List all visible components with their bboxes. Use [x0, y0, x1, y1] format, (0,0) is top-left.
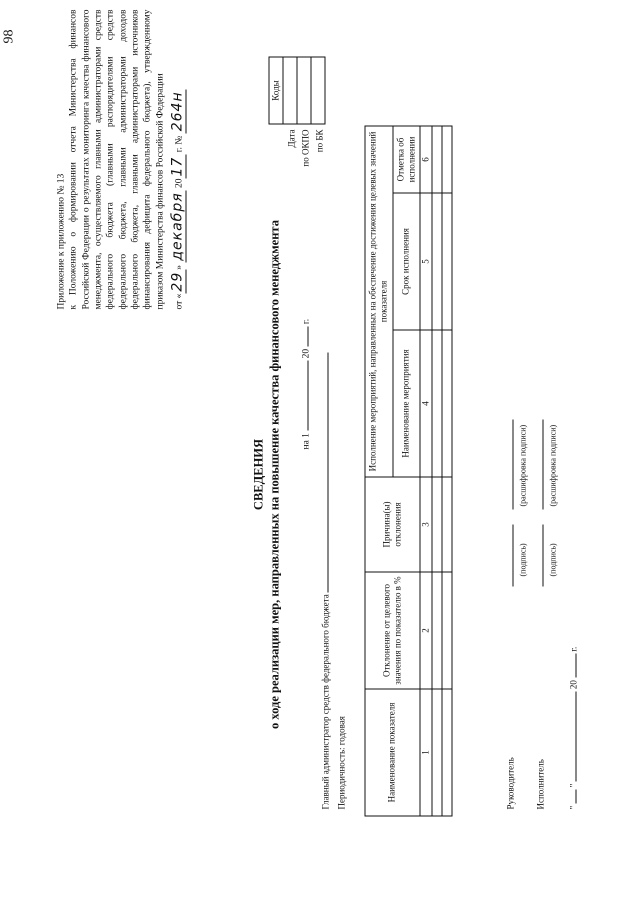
- col-number: 3: [420, 477, 432, 572]
- executor-signature-rule: [535, 525, 544, 587]
- rotated-form: [1, 0, 640, 905]
- head-decode-rule: [505, 420, 514, 510]
- col-deadline: Срок исполнения: [393, 193, 421, 330]
- executor-decode-rule: [535, 420, 544, 510]
- code-cell-okpo: [297, 57, 311, 124]
- table-cell: [432, 477, 442, 572]
- order-prefix: от «: [174, 293, 185, 310]
- executor-label: Исполнитель: [535, 759, 546, 810]
- date-year-blank: [567, 654, 577, 678]
- form-title: [251, 205, 284, 745]
- table-row: [432, 126, 442, 816]
- appendix-body: к Положению о формировании отчета Министерства финансов Российской Федерации о результатах мониторинга качества финансового менеджмента, осуществляемого главными администраторами средств федерального бюджета (главными распорядителями средств федерального бюджета, главными администраторами доходов федерального бюджета, главными администраторами источников финансирования дефицита федерального бюджета), утвержденному приказом Министерства финансов Российской Федерации: [68, 9, 166, 310]
- codes-header: Коды: [269, 57, 283, 124]
- head-signature-rule: [505, 525, 514, 587]
- report-date-suffix: г.: [301, 318, 312, 325]
- order-day: 29: [169, 271, 186, 292]
- table-cell: [432, 330, 442, 477]
- executor-decode-caption: (расшифровка подписи): [548, 424, 558, 507]
- order-mid: »: [174, 265, 185, 270]
- report-year-prefix: 20: [301, 348, 312, 359]
- table-cell: [432, 126, 442, 193]
- codes-table: [269, 57, 326, 125]
- appendix-header: Приложение к приложению № 13: [56, 173, 67, 310]
- admin-blank: [319, 352, 329, 592]
- page-number: 98: [1, 29, 17, 44]
- report-date-blank: [299, 361, 309, 431]
- report-year-blank: [299, 326, 309, 346]
- code-label-okpo: по ОКПО: [300, 129, 311, 167]
- executor-signature-line: [536, 759, 547, 809]
- report-date-line: [299, 319, 314, 450]
- date-open-quote: ": [568, 805, 579, 810]
- table-number-row: [420, 126, 432, 816]
- admin-line: [319, 352, 332, 809]
- table-cell: [432, 193, 442, 330]
- table-cell: [442, 126, 452, 193]
- order-year-suffix: 17: [169, 156, 186, 177]
- date-day-blank: [567, 790, 577, 804]
- code-cell-bk: [311, 57, 325, 124]
- col-number: 4: [420, 330, 432, 477]
- codes-labels: [285, 130, 327, 245]
- report-date-prefix: на 1: [301, 433, 312, 450]
- table-cell: [442, 330, 452, 477]
- order-month: декабря: [169, 192, 186, 261]
- appendix-notice: [56, 10, 187, 310]
- periodicity-label: Периодичность: годовая: [336, 716, 347, 810]
- col-indicator-name: Наименование показателя: [365, 689, 420, 816]
- date-month-blank: [567, 691, 577, 781]
- table-cell: [432, 572, 442, 689]
- table-row: [442, 126, 452, 816]
- order-line: [169, 10, 187, 310]
- measures-table: [365, 126, 453, 817]
- code-label-bk: по БК: [314, 129, 325, 153]
- col-measure-name: Наименование мероприятия: [393, 330, 421, 477]
- col-deviation: Отклонение от целевого значения по показателю в %: [365, 572, 420, 689]
- col-number: 2: [420, 572, 432, 689]
- table-cell: [442, 477, 452, 572]
- date-suffix: г.: [568, 646, 579, 652]
- col-number: 6: [420, 126, 432, 193]
- col-reasons: Причина(ы) отклонения: [365, 477, 420, 572]
- head-label: Руководитель: [505, 757, 516, 810]
- table-cell: [442, 572, 452, 689]
- code-label-date: Дата: [286, 129, 297, 148]
- title-line-2: о ходе реализации мер, направленных на повышение качества финансового менеджмента: [267, 220, 282, 729]
- head-signature-caption: (подпись): [518, 543, 528, 577]
- col-number: 5: [420, 193, 432, 330]
- col-group-measures: Исполнение мероприятий, направленных на обеспечение достижения целевых значений показателя: [365, 126, 393, 477]
- col-number: 1: [420, 689, 432, 816]
- order-no-label: г. №: [174, 135, 185, 153]
- table-cell: [432, 689, 442, 816]
- order-number: 264н: [169, 91, 186, 132]
- executor-signature-caption: (подпись): [548, 543, 558, 577]
- signature-date-line: [567, 647, 580, 810]
- table-cell: [442, 689, 452, 816]
- code-cell-date: [283, 57, 297, 124]
- col-completion-mark: Отметка об исполнении: [393, 126, 421, 193]
- order-year-prefix: 20: [174, 178, 185, 188]
- head-signature-line: [506, 757, 517, 809]
- table-cell: [442, 193, 452, 330]
- title-line-1: СВЕДЕНИЯ: [251, 438, 266, 511]
- date-close-quote: ": [568, 783, 579, 788]
- admin-label: Главный администратор средств федерального бюджета: [320, 594, 331, 810]
- date-year-prefix: 20: [568, 680, 579, 690]
- head-decode-caption: (расшифровка подписи): [518, 424, 528, 507]
